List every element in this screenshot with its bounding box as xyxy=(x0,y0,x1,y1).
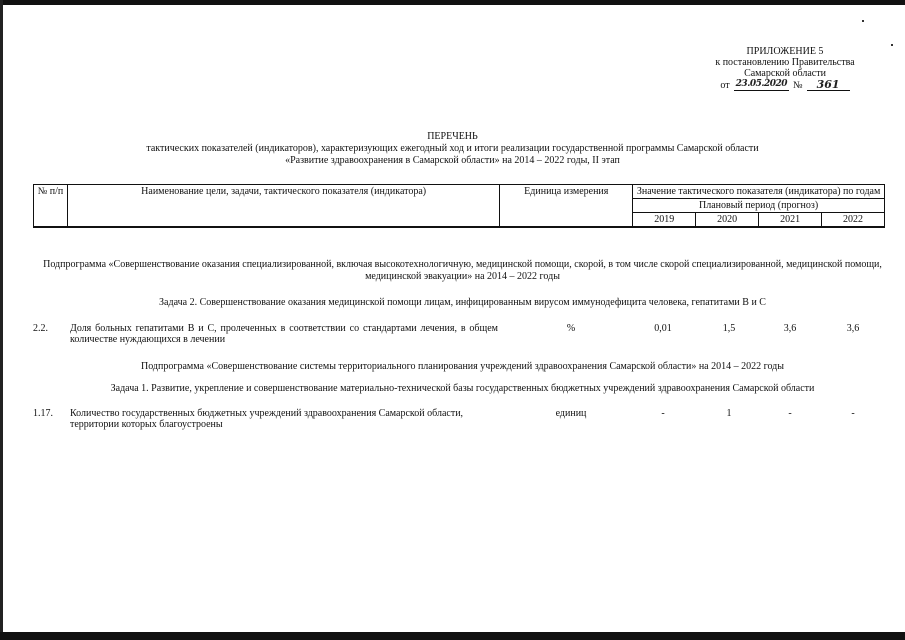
header-year-2019: 2019 xyxy=(633,213,696,228)
number-prefix: № xyxy=(793,80,803,91)
row-unit: % xyxy=(566,323,576,334)
indicators-table-header xyxy=(33,184,885,228)
header-plan-period: Плановый период (прогноз) xyxy=(633,199,885,213)
row-value-2019: - xyxy=(661,408,665,419)
date-prefix: от xyxy=(720,80,730,91)
appendix-block xyxy=(690,46,880,91)
row-value-2019: 0,01 xyxy=(654,323,672,334)
appendix-decree: к постановлению Правительства xyxy=(715,57,855,68)
scan-border-top xyxy=(0,0,905,5)
scan-border-left xyxy=(0,0,3,640)
subprogram-heading: Подпрограмма «Совершенствование системы территориального планирования учреждений здравоохранения Самарской области» на 2014 – 2022 годы xyxy=(141,361,784,372)
task-heading: Задача 2. Совершенствование оказания медицинской помощи лицам, инфицированным вирусом иммунодефицита человека, гепатитами В и С xyxy=(159,297,766,308)
row-value-2022: 3,6 xyxy=(846,323,860,334)
row-unit: единиц xyxy=(555,408,587,419)
row-value-2020: 1,5 xyxy=(722,323,736,334)
task-heading: Задача 1. Развитие, укрепление и совершенствование материально-технической базы государственных бюджетных учреждений здравоохранения Самарской области xyxy=(110,383,815,394)
row-value-2021: 3,6 xyxy=(783,323,797,334)
scan-speck xyxy=(891,44,893,46)
appendix-title: ПРИЛОЖЕНИЕ 5 xyxy=(746,46,824,57)
scan-border-bottom xyxy=(0,632,905,640)
row-indicator-name: Количество государственных бюджетных учреждений здравоохранения Самарской области, территории которых благоустроены xyxy=(70,408,464,430)
header-values: Значение тактического показателя (индикатора) по годам xyxy=(633,185,885,199)
document-heading: ПЕРЕЧЕНЬ xyxy=(427,131,478,142)
row-value-2020: 1 xyxy=(726,408,732,419)
subprogram-heading: Подпрограмма «Совершенствование оказания специализированной, включая высокотехнологичную, медицинской помощи, скорой, в том числе скорой специализированной, медицинской помощи, медицинской эвакуации» на 2014 – 2022 годы xyxy=(43,259,882,282)
header-unit: Единица измерения xyxy=(500,185,633,228)
row-value-2022: - xyxy=(851,408,855,419)
handwritten-date: 23.05.2020 xyxy=(735,79,788,89)
header-name: Наименование цели, задачи, тактического показателя (индикатора) xyxy=(67,185,499,228)
row-value-2021: - xyxy=(788,408,792,419)
row-indicator-name: Доля больных гепатитами В и С, пролеченных в соответствии со стандартами лечения, в общем количестве нуждающихся в лечении xyxy=(70,323,498,345)
row-number: 2.2. xyxy=(33,323,48,334)
document-program-name: «Развитие здравоохранения в Самарской области» на 2014 – 2022 годы, II этап xyxy=(285,155,620,166)
appendix-date-line xyxy=(690,79,880,91)
row-number: 1.17. xyxy=(33,408,53,419)
header-year-2021: 2021 xyxy=(759,213,822,228)
appendix-region: Самарской области xyxy=(744,68,826,79)
handwritten-number: 361 xyxy=(807,79,850,91)
document-subtitle: тактических показателей (индикаторов), характеризующих ежегодный ход и итоги реализации государственной программы Самарской области xyxy=(146,143,759,154)
scan-speck xyxy=(862,20,864,22)
header-year-2022: 2022 xyxy=(822,213,885,228)
header-year-2020: 2020 xyxy=(696,213,759,228)
header-num: № п/п xyxy=(34,185,68,228)
